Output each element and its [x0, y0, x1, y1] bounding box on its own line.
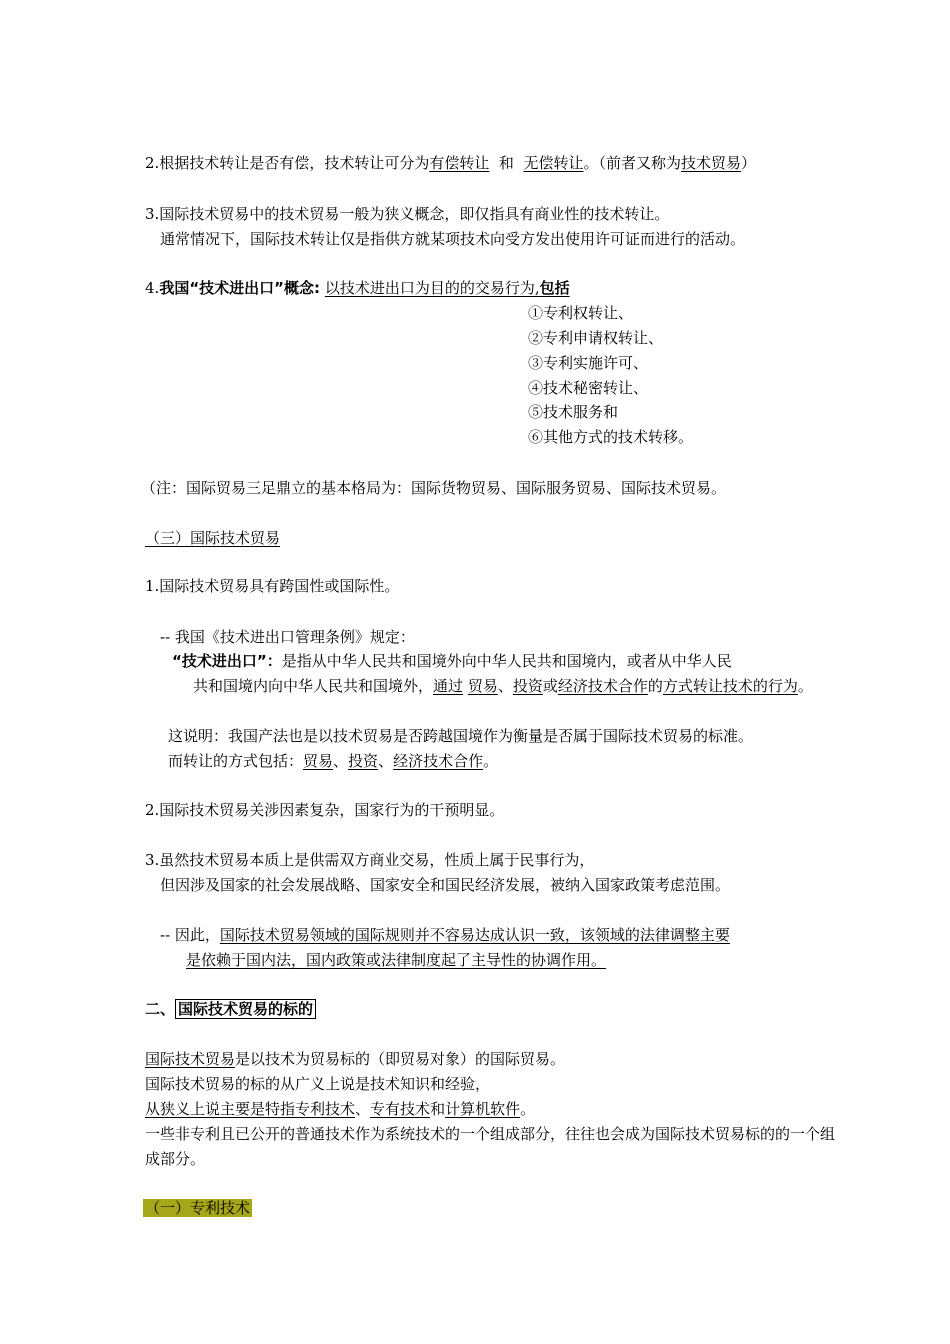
term-investment: 投资 — [348, 752, 379, 770]
subsection-patent — [143, 1198, 252, 1218]
para-import-export-concept — [145, 278, 570, 298]
term-paid-transfer: 有偿转让 — [429, 154, 490, 172]
para-text: 、 — [378, 752, 394, 770]
point-civil-nature: 3.虽然技术贸易本质上是供需双方商业交易，性质上属于民事行为， — [145, 851, 595, 869]
para-text: 而转让的方式包括： — [168, 752, 304, 770]
para-text: 是指从中华人民共和国境外向中华人民共和国境内，或者从中华人民 — [281, 652, 732, 670]
para-text: 和 — [430, 1100, 446, 1118]
para-text: -- 因此， — [160, 926, 220, 944]
list-item: ⑥其他方式的技术转移。 — [528, 428, 694, 446]
para-text: 、 — [355, 1100, 371, 1118]
hence-statement — [160, 925, 730, 945]
term-transfer-method: 方式转让技术的行为 — [662, 677, 798, 695]
term-patent-tech: 专利技术 — [295, 1100, 356, 1118]
para-transfer-types — [145, 153, 756, 173]
term-via: 通过 — [433, 677, 464, 695]
term-software: 计算机软件 — [445, 1100, 521, 1118]
term-domestic-law: 国内法 — [246, 951, 292, 969]
para-text: 是以技术为贸易标的（即贸易对象）的国际贸易。 — [235, 1050, 566, 1068]
para-text: 、 — [497, 677, 513, 695]
term-include: 包括 — [539, 279, 570, 297]
term-econ-coop: 经济技术合作 — [557, 677, 648, 695]
para-license: 通常情况下，国际技术转让仅是指供方就某项技术向受方发出使用许可证而进行的活动。 — [160, 230, 746, 248]
para-text: 。（前者又称为 — [583, 154, 681, 172]
regulation-definition — [172, 651, 732, 671]
section-heading-object — [145, 999, 316, 1019]
term-trade: 贸易 — [303, 752, 334, 770]
para-text: 、 — [333, 752, 349, 770]
object-general-tech: 一些非专利且已公开的普通技术作为系统技术的一个组成部分，往往也会成为国际技术贸易标的的一个组 — [145, 1125, 836, 1143]
object-narrow — [145, 1099, 535, 1119]
hence-underlined: 国际技术贸易领域的国际规则并不容易达成认识一致，该领域的法律调整主要 — [219, 926, 730, 944]
term-trade: 贸易 — [467, 677, 498, 695]
para-text: 或 — [542, 677, 558, 695]
term-intl-tech-trade: 国际技术贸易 — [145, 1050, 236, 1068]
regulation-definition-cont — [193, 676, 813, 696]
para-text: 。 — [797, 677, 813, 695]
section-num: 二、 — [145, 1000, 176, 1018]
regulation-intro: -- 我国《技术进出口管理条例》规定： — [160, 628, 415, 646]
object-definition — [145, 1049, 565, 1069]
para-text: ，国内政策或法律制度起了主导性的协调作用。 — [291, 951, 607, 969]
section-title-object: 国际技术贸易的标的 — [175, 999, 316, 1019]
term-import-export: 我国“技术进出口”概念: — [159, 279, 321, 297]
term-investment: 投资 — [512, 677, 543, 695]
para-text: 2.根据技术转让是否有偿，技术转让可分为 — [145, 154, 430, 172]
point-cross-border: 1.国际技术贸易具有跨国性或国际性。 — [145, 577, 400, 595]
para-text: 。 — [483, 752, 499, 770]
para-text: 和 — [498, 154, 514, 172]
term-tech-trade: 技术贸易 — [680, 154, 741, 172]
para-narrow-concept: 3.国际技术贸易中的技术贸易一般为狭义概念，即仅指具有商业性的技术转让。 — [145, 205, 670, 223]
para-text: 是依赖于 — [186, 951, 247, 969]
point-state-policy: 但因涉及国家的社会发展战略、国家安全和国民经济发展，被纳入国家政策考虑范围。 — [160, 876, 731, 894]
subsection-title-patent: （一）专利技术 — [145, 1199, 251, 1217]
list-item: ①专利权转让、 — [528, 304, 634, 322]
hence-statement-cont — [186, 950, 606, 970]
term-free-transfer: 无偿转让 — [523, 154, 584, 172]
para-text: 。 — [520, 1100, 536, 1118]
object-broad: 国际技术贸易的标的从广义上说是技术知识和经验， — [145, 1075, 491, 1093]
list-item: ④技术秘密转让、 — [528, 379, 649, 397]
explain-standard: 这说明：我国产法也是以技术贸易是否跨越国境作为衡量是否属于国际技术贸易的标准。 — [168, 727, 754, 745]
para-num: 4. — [145, 279, 160, 297]
term-know-how: 专有技术 — [370, 1100, 431, 1118]
term-import-export: “技术进出口”： — [172, 652, 282, 670]
list-item: ③专利实施许可、 — [528, 354, 649, 372]
para-text: 共和国境内向中华人民共和国境外， — [193, 677, 434, 695]
section-title-intl-tech-trade: （三）国际技术贸易 — [145, 529, 281, 547]
term-econ-coop: 经济技术合作 — [393, 752, 484, 770]
object-general-tech-cont: 成部分。 — [145, 1150, 206, 1168]
para-text: 的 — [647, 677, 663, 695]
term-narrow-sense: 从狭义上说主要是特指 — [145, 1100, 296, 1118]
point-complex-factors: 2.国际技术贸易关涉因素复杂，国家行为的干预明显。 — [145, 801, 505, 819]
list-item: ②专利申请权转让、 — [528, 329, 664, 347]
para-text: ） — [741, 154, 757, 172]
term-definition: 以技术进出口为目的的交易行为, — [324, 279, 540, 297]
explain-methods — [168, 751, 498, 771]
note: （注：国际贸易三足鼎立的基本格局为：国际货物贸易、国际服务贸易、国际技术贸易。 — [141, 479, 727, 497]
list-item: ⑤技术服务和 — [528, 403, 619, 421]
